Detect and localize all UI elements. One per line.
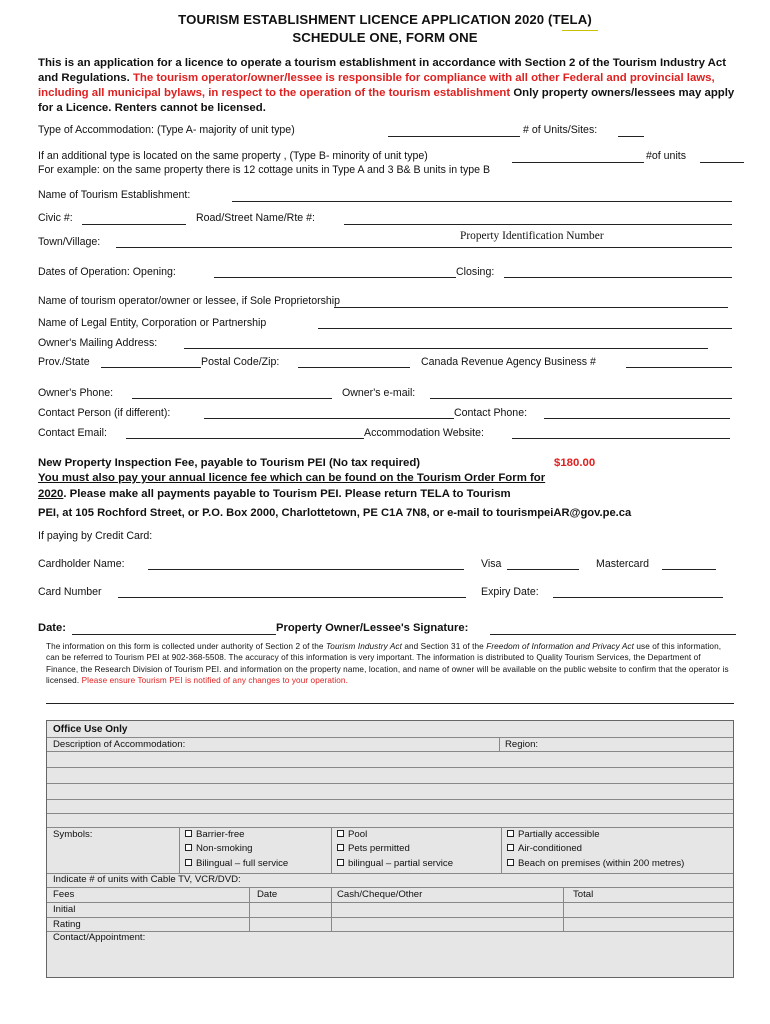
mastercard-label: Mastercard xyxy=(596,558,649,570)
legal-entity-label: Name of Legal Entity, Corporation or Partnership xyxy=(38,317,267,329)
symbol-label: Pool xyxy=(348,829,368,840)
prov-label: Prov./State xyxy=(38,356,90,368)
legal-entity-input[interactable] xyxy=(318,328,732,329)
section-divider xyxy=(46,703,734,704)
symbol-beach[interactable] xyxy=(507,858,684,869)
civic-label: Civic #: xyxy=(38,212,73,224)
website-label: Accommodation Website: xyxy=(364,427,484,439)
town-label: Town/Village: xyxy=(38,236,101,248)
office-row-divider xyxy=(47,799,733,800)
fees-label: Fees xyxy=(53,889,75,900)
payment-instructions xyxy=(38,488,511,500)
checkbox-icon[interactable] xyxy=(185,830,192,837)
payment-instructions-text: . Please make all payments payable to Tourism PEI. Please return TELA to Tourism xyxy=(63,488,511,500)
expiry-input[interactable] xyxy=(553,597,723,598)
office-row-divider xyxy=(47,827,733,828)
date-label: Date: xyxy=(38,622,66,634)
checkbox-icon[interactable] xyxy=(185,859,192,866)
date-input[interactable] xyxy=(72,634,276,635)
office-row-divider xyxy=(47,917,733,918)
symbol-partially-accessible[interactable] xyxy=(507,829,600,840)
symbols-label: Symbols: xyxy=(53,829,93,840)
signature-input[interactable] xyxy=(490,634,736,635)
contact-email-input[interactable] xyxy=(126,438,364,439)
prov-input[interactable] xyxy=(101,367,201,368)
signature-label: Property Owner/Lessee's Signature: xyxy=(276,622,469,634)
office-row-divider xyxy=(47,887,733,888)
pid-label: Property Identification Number xyxy=(460,230,604,242)
intro-part3: Only property owners/lessees may apply for a Licence. Renters cannot be licensed. xyxy=(38,87,735,114)
cardholder-label: Cardholder Name: xyxy=(38,558,125,570)
inspection-fee-amount: $180.00 xyxy=(554,457,596,469)
symbol-label: Beach on premises (within 200 metres) xyxy=(518,858,685,869)
visa-label: Visa xyxy=(481,558,502,570)
intro-compliance-warning: The tourism operator/owner/lessee is responsible for compliance with all other Federal and provincial laws, including all municipal bylaws, in respect to the operation of the tourism establishment xyxy=(38,72,715,99)
office-col-divider xyxy=(179,827,180,873)
contact-phone-label: Contact Phone: xyxy=(454,407,528,419)
units-label: #of units xyxy=(646,150,687,162)
initial-label: Initial xyxy=(53,904,76,915)
office-col-divider xyxy=(331,827,332,873)
privacy-text-1: The information on this form is collected under authority of Section 2 of the xyxy=(46,642,326,651)
form-title-line1: TOURISM ESTABLISHMENT LICENCE APPLICATION 2020 (TELA) xyxy=(178,12,592,27)
website-input[interactable] xyxy=(512,438,730,439)
example-text: For example: on the same property there is 12 cottage units in Type A and 3 B& B units in type B xyxy=(38,164,491,176)
postal-input[interactable] xyxy=(298,367,410,368)
symbol-bilingual-full[interactable] xyxy=(185,858,288,869)
return-address: PEI, at 105 Rochford Street, or P.O. Box 2000, Charlottetown, PE C1A 7N8, or e-mail to tourismpeiAR@gov.pe.ca xyxy=(38,507,632,519)
contact-appointment-label: Contact/Appointment: xyxy=(53,932,146,943)
privacy-act-name-1: Tourism Industry Act xyxy=(325,642,402,651)
privacy-act-name-2: Freedom of Information and Privacy Act xyxy=(486,642,634,651)
office-use-table xyxy=(46,720,734,978)
owner-email-input[interactable] xyxy=(430,398,732,399)
owner-phone-input[interactable] xyxy=(132,398,332,399)
type-a-label: Type of Accommodation: (Type A- majority of unit type) xyxy=(38,124,295,136)
owner-phone-label: Owner's Phone: xyxy=(38,387,114,399)
total-label: Total xyxy=(573,889,594,900)
symbol-label: Barrier-free xyxy=(196,829,245,840)
cash-label: Cash/Cheque/Other xyxy=(337,889,423,900)
closing-label: Closing: xyxy=(456,266,495,278)
opening-label: Dates of Operation: Opening: xyxy=(38,266,176,278)
inspection-fee-label: New Property Inspection Fee, payable to Tourism PEI (No tax required) xyxy=(38,457,421,469)
symbol-air-conditioned[interactable] xyxy=(507,843,582,854)
contact-phone-input[interactable] xyxy=(544,418,730,419)
privacy-changes-warning: Please ensure Tourism PEI is notified of any changes to your operation. xyxy=(81,675,348,685)
privacy-text-2: and Section 31 of the xyxy=(401,642,487,651)
office-row-divider xyxy=(47,902,733,903)
units-input[interactable] xyxy=(700,162,744,163)
cable-label: Indicate # of units with Cable TV, VCR/DVD: xyxy=(53,874,241,885)
mailing-label: Owner's Mailing Address: xyxy=(38,337,158,349)
symbol-pets[interactable] xyxy=(337,843,410,854)
office-row-divider xyxy=(47,931,733,932)
office-col-divider xyxy=(249,887,250,931)
office-row-divider xyxy=(47,751,733,752)
closing-input[interactable] xyxy=(504,277,732,278)
checkbox-icon[interactable] xyxy=(507,830,514,837)
checkbox-icon[interactable] xyxy=(337,844,344,851)
credit-card-label: If paying by Credit Card: xyxy=(38,530,153,542)
cra-input[interactable] xyxy=(626,367,732,368)
symbol-barrier-free[interactable] xyxy=(185,829,245,840)
symbol-label: Air-conditioned xyxy=(518,843,582,854)
symbol-label: Bilingual – full service xyxy=(196,858,289,869)
checkbox-icon[interactable] xyxy=(337,859,344,866)
opening-input[interactable] xyxy=(214,277,456,278)
expiry-label: Expiry Date: xyxy=(481,586,539,598)
office-col-divider xyxy=(331,887,332,931)
type-b-label: If an additional type is located on the same property , (Type B- minority of unit type) xyxy=(38,150,428,162)
type-a-input[interactable] xyxy=(388,136,520,137)
symbol-pool[interactable] xyxy=(337,829,367,840)
symbol-label: Pets permitted xyxy=(348,843,410,854)
office-row-divider xyxy=(47,783,733,784)
visa-input[interactable] xyxy=(507,569,579,570)
rating-label: Rating xyxy=(53,919,81,930)
cardholder-input[interactable] xyxy=(148,569,464,570)
form-title-line2: SCHEDULE ONE, FORM ONE xyxy=(292,30,478,45)
mastercard-input[interactable] xyxy=(662,569,716,570)
operator-name-label: Name of tourism operator/owner or lessee, if Sole Proprietorship xyxy=(38,295,341,307)
units-sites-label: # of Units/Sites: xyxy=(523,124,598,136)
privacy-notice xyxy=(46,641,732,686)
region-label: Region: xyxy=(505,739,539,750)
card-number-label: Card Number xyxy=(38,586,102,598)
contact-person-label: Contact Person (if different): xyxy=(38,407,171,419)
owner-email-label: Owner's e-mail: xyxy=(342,387,416,399)
contact-email-label: Contact Email: xyxy=(38,427,107,439)
contact-person-input[interactable] xyxy=(204,418,454,419)
year-2020: 2020 xyxy=(38,488,64,500)
office-row-divider xyxy=(47,737,733,738)
symbol-label: bilingual – partial service xyxy=(348,858,454,869)
symbol-bilingual-partial[interactable] xyxy=(337,858,453,869)
establishment-name-input[interactable] xyxy=(232,201,732,202)
card-number-input[interactable] xyxy=(118,597,466,598)
office-col-divider xyxy=(563,887,564,931)
privacy-text-3: use of this information, can be referred to Tourism PEI at 902-368-5508. The accuracy of this information is very important. The information is distributed to Quality Tourism Services, the Department of Finance, the Research Division of Tourism PEI. and information on the property name, location, and name of owner will be available on the public website to confirm that the operator is licensed. xyxy=(46,642,729,685)
road-input[interactable] xyxy=(344,224,732,225)
road-label: Road/Street Name/Rte #: xyxy=(196,212,315,224)
symbol-label: Non-smoking xyxy=(196,843,253,854)
operator-name-input[interactable] xyxy=(334,307,728,308)
office-use-title: Office Use Only xyxy=(53,724,128,735)
office-row-divider xyxy=(47,767,733,768)
fee-date-label: Date xyxy=(257,889,278,900)
office-row-divider xyxy=(47,813,733,814)
annual-fee-notice: You must also pay your annual licence fee which can be found on the Tourism Order Form for xyxy=(38,472,546,484)
checkbox-icon[interactable] xyxy=(507,859,514,866)
town-input[interactable] xyxy=(116,247,732,248)
office-col-divider xyxy=(501,827,502,873)
establishment-name-label: Name of Tourism Establishment: xyxy=(38,189,191,201)
symbol-non-smoking[interactable] xyxy=(185,843,253,854)
intro-part1: This is an application for a licence to operate a tourism establishment in accordance with Section 2 of the Tourism Industry Act and Regulations. xyxy=(38,57,727,84)
checkbox-icon[interactable] xyxy=(337,830,344,837)
postal-label: Postal Code/Zip: xyxy=(201,356,280,368)
civic-input[interactable] xyxy=(82,224,186,225)
description-label: Description of Accommodation: xyxy=(53,739,186,750)
units-sites-input[interactable] xyxy=(618,136,644,137)
symbol-label: Partially accessible xyxy=(518,829,600,840)
intro-paragraph xyxy=(38,56,738,116)
type-b-input[interactable] xyxy=(512,162,644,163)
checkbox-icon[interactable] xyxy=(185,844,192,851)
checkbox-icon[interactable] xyxy=(507,844,514,851)
mailing-input[interactable] xyxy=(184,348,708,349)
cra-label: Canada Revenue Agency Business # xyxy=(421,356,596,368)
office-col-divider xyxy=(499,737,500,751)
